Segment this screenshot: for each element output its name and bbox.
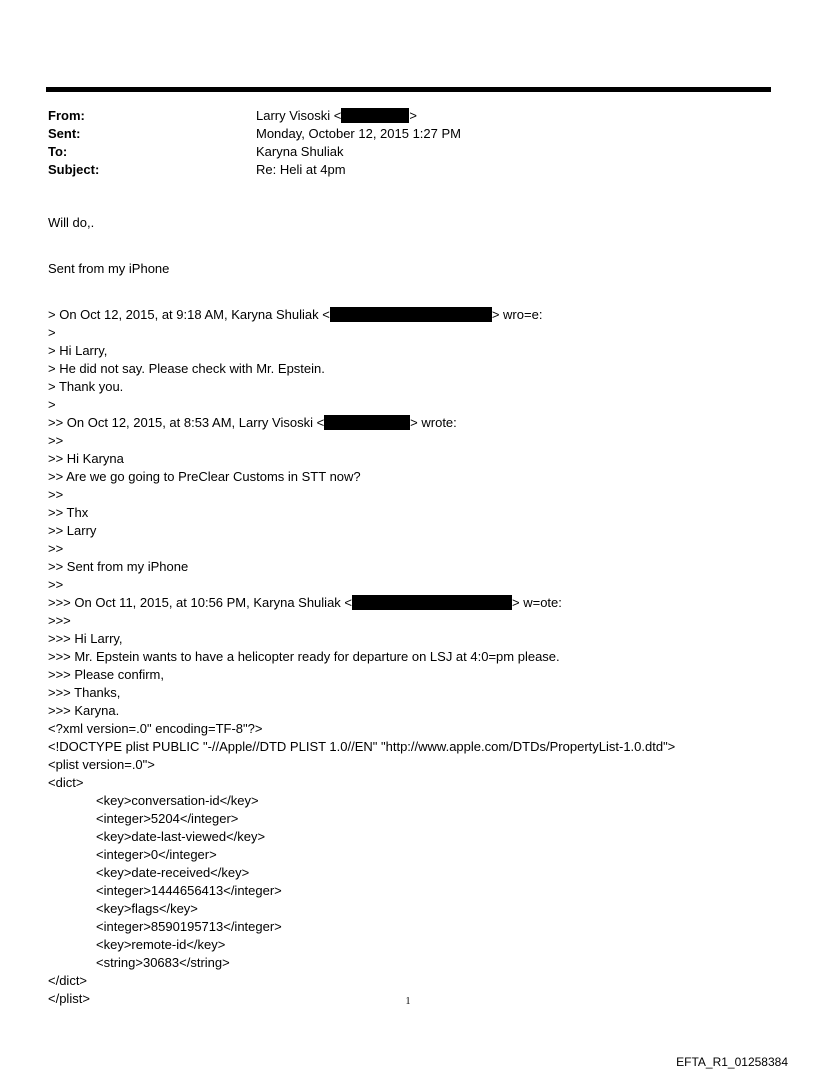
xml-line: <integer>5204</integer>: [96, 811, 239, 826]
quote-line: >> Sent from my iPhone: [48, 559, 189, 574]
redaction-bar: [330, 307, 492, 322]
quote-text: > wro=e:: [491, 307, 543, 322]
xml-line: <dict>: [48, 775, 84, 790]
xml-line: </plist>: [48, 991, 90, 1006]
redaction-bar: [341, 108, 409, 123]
xml-line: <key>date-last-viewed</key>: [96, 829, 266, 844]
quote-line: > Thank you.: [48, 379, 124, 394]
spacer: [48, 232, 675, 260]
sent-label: Sent:: [48, 126, 81, 141]
to-label: To:: [48, 144, 68, 159]
email-header: [48, 107, 461, 179]
quote-line: >>: [48, 433, 64, 448]
sent-value: Monday, October 12, 2015 1:27 PM: [256, 126, 461, 141]
subject-row: [48, 161, 461, 179]
quote-text: > wrote:: [410, 415, 457, 430]
quote-line: >> Are we go going to PreClear Customs in STT now?: [48, 469, 361, 484]
quote-line: > Hi Larry,: [48, 343, 108, 358]
quote-line: >>> Please confirm,: [48, 667, 164, 682]
quote-line: >> Hi Karyna: [48, 451, 124, 466]
body-line: Will do,.: [48, 215, 95, 230]
spacer: [48, 278, 675, 306]
quote-line: >> Larry: [48, 523, 97, 538]
quote-text: > On Oct 12, 2015, at 9:18 AM, Karyna Shuliak <: [48, 307, 330, 322]
xml-line: </dict>: [48, 973, 88, 988]
xml-line: <!DOCTYPE plist PUBLIC "-//Apple//DTD PLIST 1.0//EN" "http://www.apple.com/DTDs/PropertyList-1.0.dtd">: [48, 739, 676, 754]
quote-text: >> On Oct 12, 2015, at 8:53 AM, Larry Visoski <: [48, 415, 325, 430]
quote-line: >: [48, 397, 56, 412]
xml-line: <key>conversation-id</key>: [96, 793, 259, 808]
quote-text: >>> On Oct 11, 2015, at 10:56 PM, Karyna Shuliak <: [48, 595, 353, 610]
from-end: >: [409, 108, 417, 123]
quote-line: >>> Mr. Epstein wants to have a helicopter ready for departure on LSJ at 4:0=pm please.: [48, 649, 560, 664]
to-row: [48, 143, 461, 161]
subject-label: Subject:: [48, 162, 100, 177]
email-body: [48, 214, 675, 1008]
to-value: Karyna Shuliak: [256, 144, 344, 159]
quote-line: [48, 306, 675, 324]
from-label: From:: [48, 108, 85, 123]
xml-line: <plist version=.0">: [48, 757, 155, 772]
from-value: [256, 107, 417, 125]
quote-line: [48, 414, 675, 432]
quote-line: >: [48, 325, 56, 340]
quote-line: > He did not say. Please check with Mr. Epstein.: [48, 361, 325, 376]
xml-line: <integer>8590195713</integer>: [96, 919, 282, 934]
quote-line: >>>: [48, 613, 71, 628]
xml-line: <?xml version=.0" encoding=TF-8"?>: [48, 721, 263, 736]
xml-line: <key>date-received</key>: [96, 865, 250, 880]
quote-line: >>> Hi Larry,: [48, 631, 123, 646]
page-number: 1: [405, 996, 411, 1007]
quote-line: [48, 594, 675, 612]
quote-line: >> Thx: [48, 505, 89, 520]
quote-line: >>> Thanks,: [48, 685, 121, 700]
xml-line: <integer>0</integer>: [96, 847, 217, 862]
quote-text: > w=ote:: [512, 595, 562, 610]
redaction-bar: [352, 595, 512, 610]
xml-line: <integer>1444656413</integer>: [96, 883, 282, 898]
quote-line: >>: [48, 577, 64, 592]
quote-line: >>: [48, 541, 64, 556]
quote-line: >>: [48, 487, 64, 502]
body-line: Sent from my iPhone: [48, 261, 170, 276]
from-row: [48, 107, 461, 125]
xml-line: <key>remote-id</key>: [96, 937, 226, 952]
xml-line: <string>30683</string>: [96, 955, 230, 970]
quote-line: >>> Karyna.: [48, 703, 120, 718]
subject-value: Re: Heli at 4pm: [256, 162, 346, 177]
sent-row: [48, 125, 461, 143]
document-id: EFTA_R1_01258384: [676, 1055, 788, 1069]
redaction-bar: [324, 415, 410, 430]
from-name: Larry Visoski <: [256, 108, 342, 123]
xml-line: <key>flags</key>: [96, 901, 198, 916]
header-rule: [46, 87, 771, 92]
